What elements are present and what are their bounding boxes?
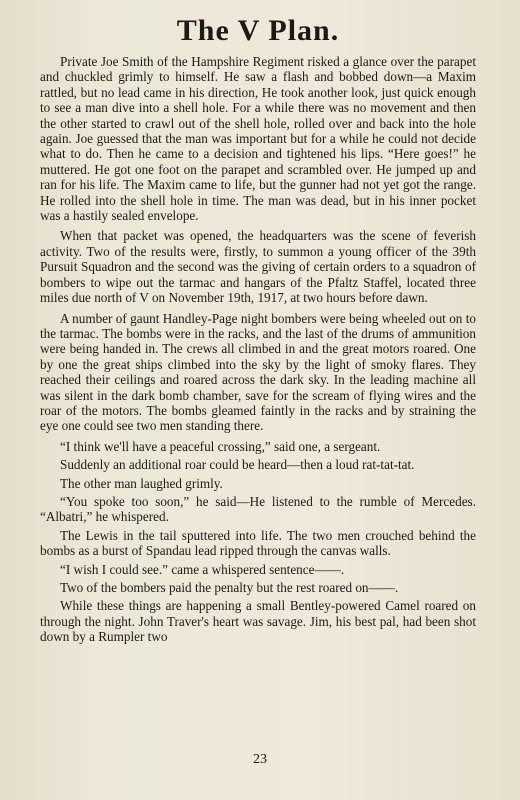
paragraph-6: The other man laughed grimly. — [60, 475, 223, 491]
chapter-title: The V Plan. — [176, 14, 340, 47]
paragraph-11: While these things are happening a small Bentley-powered Camel roared on through the night. John Traver's heart was savage. Jim, his best pal, had been shot down by a Rumpler two — [40, 598, 476, 645]
paragraph-2: When that packet was opened, the headquarters was the scene of feverish activity. Two of the results were, firstly, to summon a young officer of the 39th Pursuit Squadron and the second was the giving of certain orders to a squadron of bombers to wipe out the tarmac and hangars of the Pfaltz Staffel, located three miles due north of V on November 19th, 1917, at two hours before dawn. — [40, 228, 476, 306]
page-number: 23 — [253, 752, 267, 767]
paragraph-3: A number of gaunt Handley-Page night bombers were being wheeled out on to the tarmac. The bombs were in the racks, and the last of the drums of ammunition were being handed in. The crews all climbed in and the great motors roared. One by one the great ships climbed into the sky by the light of smoky flares. They reached their ceilings and roared across the dark sky. In the leading machine all was silent in the dark bomb chamber, save for the scream of flying wires and the roar of the motors. The bombs gleamed faintly in the racks and by straining the eye one could see two men standing there. — [40, 310, 476, 434]
paragraph-10: Two of the bombers paid the penalty but the rest roared on——. — [60, 580, 399, 595]
paragraph-7: “You spoke too soon,” he said—He listened to the rumble of Mercedes. “Albatri,” he whispered. — [40, 493, 476, 525]
paragraph-4: “I think we'll have a peaceful crossing,” said one, a sergeant. — [60, 438, 381, 454]
paragraph-8: The Lewis in the tail sputtered into life. The two men crouched behind the bombs as a burst of Spandau lead ripped through the canvas walls. — [40, 527, 476, 559]
paragraph-1: Private Joe Smith of the Hampshire Regiment risked a glance over the parapet and chuckled grimly to himself. He saw a flash and bobbed down—a Maxim rattled, but no lead came in his direction, He took another look, just quick enough to see a man dive into a shell hole. For a while there was no movement and then the other started to crawl out of the shell hole, rolled over and back into the hole again. Joe guessed that the man was important but for a while he could not decide what to do. Then he came to a decision and tightened his lips. “Here goes!” he muttered. He got one foot on the parapet and scrambled over. He jumped up and ran for his life. The Maxim came to life, but the gunner had not yet got the range. He rolled into the shell hole in time. The man was dead, but in his inner pocket was a hastily sealed envelope. — [40, 54, 476, 224]
paragraph-5: Suddenly an additional roar could be heard—then a loud rat-tat-tat. — [60, 457, 415, 473]
paragraph-9: “I wish I could see.” came a whispered sentence——. — [60, 561, 345, 577]
